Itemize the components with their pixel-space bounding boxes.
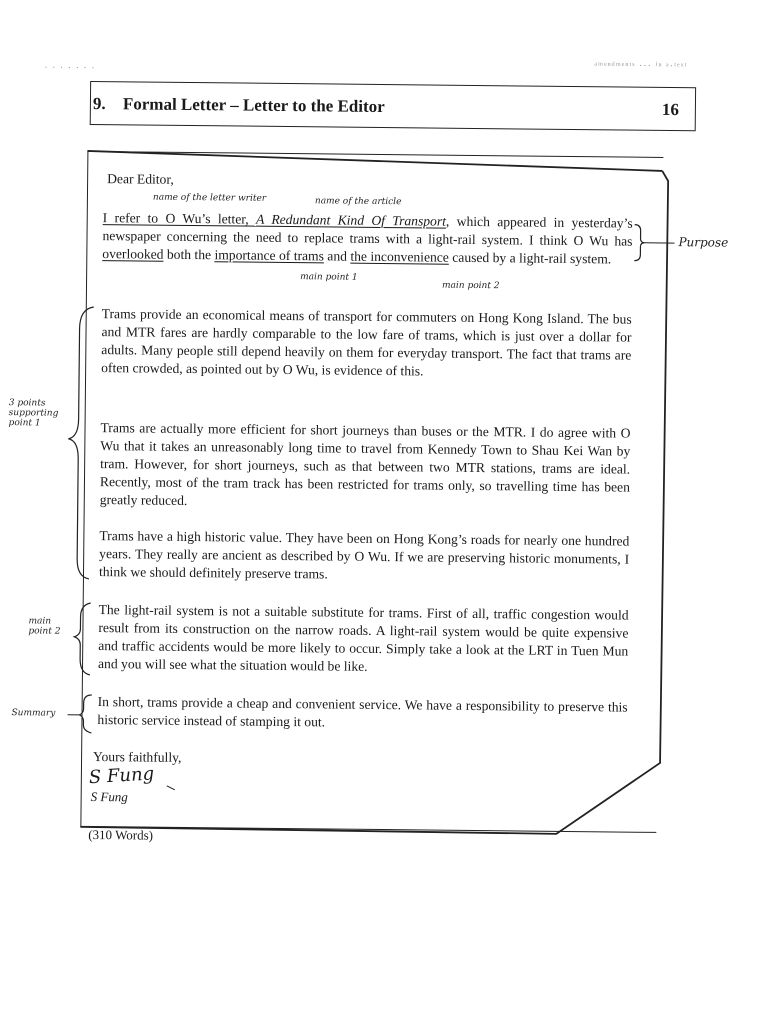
page-number: 16 <box>662 100 679 120</box>
scan-noise: ᵃᵐᵉⁿᵈᵐᵉⁿᵗˢ ··· ⁱⁿ ᵃ·ᵗᵉˣᵗ <box>594 60 687 72</box>
salutation: Dear Editor, <box>107 171 174 188</box>
closing: Yours faithfully, <box>93 749 182 766</box>
overlooked-word: overlooked <box>102 246 163 262</box>
section-header <box>90 81 696 131</box>
word-count: (310 Words) <box>88 827 153 844</box>
summary-paragraph: In short, trams provide a cheap and convenient service. We have a responsibility to preserve this historic service instead of stamping it out. <box>97 693 627 735</box>
annotation-main-point-2: main point 2 <box>442 281 500 292</box>
intro-text-5: caused by a light-rail system. <box>449 250 611 267</box>
intro-paragraph <box>102 209 633 269</box>
annotation-three-points: 3 points supporting point 1 <box>9 398 59 429</box>
annotation-letter-writer: name of the letter writer <box>153 193 266 204</box>
intro-text-2: , which appeared in yesterday’s newspaper concerning the need to replace trams with a light-rail system. I think O Wu has <box>102 214 632 249</box>
annotation-article-name: name of the article <box>315 196 402 207</box>
body-paragraph-2: Trams are actually more efficient for short journeys than buses or the MTR. I do agree with O Wu that it takes an unreasonably long time to travel from Kennedy Town to Shau Kei Wan by tram. However, for short journeys, such as that between two MTR stations, trams are ideal. Recently, most of the tram track has been restricted for trams only, so travelling time has been greatly reduced. <box>100 419 631 515</box>
section-title: Formal Letter – Letter to the Editor <box>123 94 385 117</box>
scan-noise: · · · · · · · <box>44 62 95 74</box>
article-title: A Redundant Kind Of Transport <box>256 212 446 229</box>
letter-reference: O Wu’s letter, <box>165 211 256 227</box>
inconvenience-phrase: the inconvenience <box>350 249 449 265</box>
intro-text-4: and <box>324 248 351 263</box>
handwritten-signature: S Fung <box>88 763 154 788</box>
annotation-purpose: Purpose <box>678 237 728 248</box>
importance-phrase: importance of trams <box>214 247 324 263</box>
annotation-main-point-2-margin: main point 2 <box>28 616 60 636</box>
annotation-summary: Summary <box>11 708 55 718</box>
section-number: 9. <box>93 94 106 114</box>
intro-text-3: both the <box>163 247 214 263</box>
signature-name: S Fung <box>91 789 128 805</box>
body-paragraph-1: Trams provide an economical means of transport for commuters on Hong Kong Island. The bus and MTR fares are hardly comparable to the low fare of trams, which is just over a dollar for adults. Many people still depend heavily on them for everyday transport. The fact that trams are often crowded, as pointed out by O Wu, is evidence of this. <box>101 305 632 383</box>
body-paragraph-4: The light-rail system is not a suitable substitute for trams. First of all, traffic congestion would result from its construction on the narrow roads. A light-rail system would be quite expensive and traffic accidents would be more likely to occur. Simply take a look at the LRT in Tuen Mun and you will see what the situation would be like. <box>98 601 629 679</box>
intro-text-1: I refer to <box>103 210 166 226</box>
body-paragraph-3: Trams have a high historic value. They have been on Hong Kong’s roads for nearly one hundred years. They really are ancient as described by O Wu. If we are preserving historic monuments, I think we should definitely preserve trams. <box>99 527 630 587</box>
annotation-main-point-1: main point 1 <box>300 272 358 283</box>
